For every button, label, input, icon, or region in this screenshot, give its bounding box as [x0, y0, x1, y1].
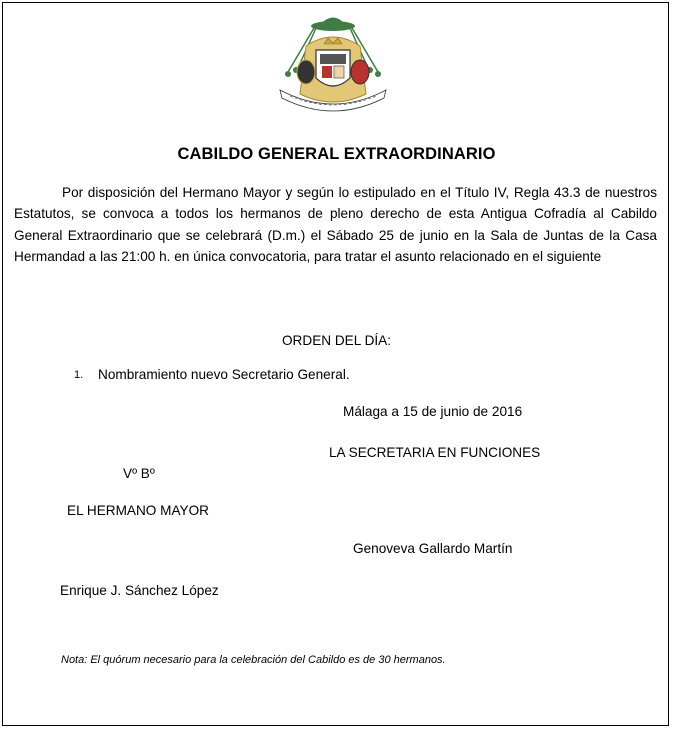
secretaria-name: Genoveva Gallardo Martín [353, 541, 513, 556]
coat-of-arms-icon [276, 10, 390, 122]
list-item: Nombramiento nuevo Secretario General. [98, 367, 350, 382]
quorum-note: Nota: El quórum necesario para la celebración del Cabildo es de 30 hermanos. [61, 654, 446, 666]
hermano-mayor-label: EL HERMANO MAYOR [67, 503, 209, 518]
order-title: ORDEN DEL DÍA: [281, 333, 392, 348]
secretaria-label: LA SECRETARIA EN FUNCIONES [329, 445, 541, 460]
body-text: Por disposición del Hermano Mayor y según lo estipulado en el Título IV, Regla 43.3 de nuestros Estatutos, se convoca a todos los hermanos de pleno derecho de esta Antigua Cofradía al Cabildo General Extraordinario que se celebrará (D.m.) el Sábado 25 de junio en la Sala de Juntas de la Casa Hermandad a las 21:00 h. en única convocatoria, para tratar el asunto relacionado en el siguiente [14, 185, 657, 264]
place-date: Málaga a 15 de junio de 2016 [343, 404, 523, 419]
hermano-mayor-name: Enrique J. Sánchez López [60, 583, 219, 598]
document-title: CABILDO GENERAL EXTRAORDINARIO [177, 145, 496, 163]
body-paragraph [14, 182, 657, 267]
list-item-number: 1. [74, 369, 84, 381]
vobo-label: Vº Bº [123, 466, 155, 481]
